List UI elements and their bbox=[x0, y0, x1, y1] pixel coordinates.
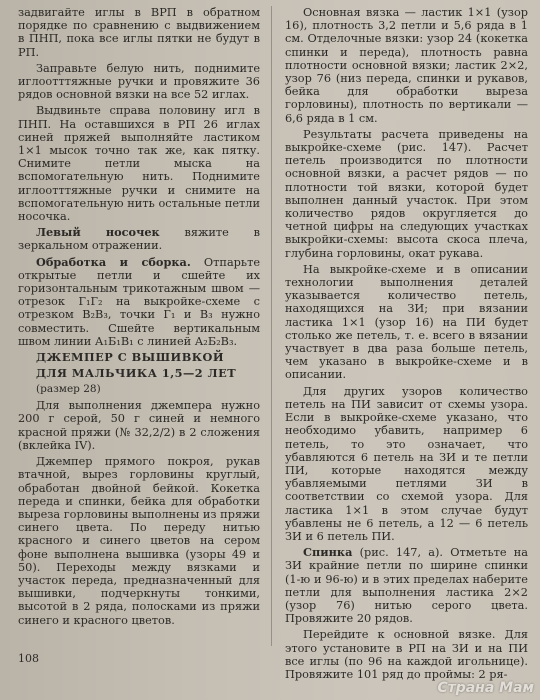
paragraph: Основная вязка — ластик 1×1 (узор 16), плотность 3,2 петли и 5,6 ряда в 1 см. Отделочные вязки: узор 24 (кокетка спинки и переда), плотность равна плотности основной вязки; ластик 2×2, узор 76 (низ переда, спинки и рукавов, бейка для обработки выреза горловины), плотность по вертикали — 6,6 ряда в 1 см. bbox=[285, 6, 528, 125]
paragraph: На выкройке-схеме и в описании технологии выполнения деталей указывается количество петель, находящихся на ЗИ; при вязании ластика 1×1 (узор 16) на ПИ будет столько же петель, т. е. всего в вязании участвует в два раза больше петель, чем указано в выкройке-схеме и в описании. bbox=[285, 262, 528, 382]
watermark: Страна Мам bbox=[437, 680, 534, 696]
right-column bbox=[285, 6, 528, 684]
paragraph: Спинка (рис. 147, а). Отметьте на ЗИ крайние петли по ширине спинки (1-ю и 96-ю) и в этих пределах наберите петли для выполнения ластика 2×2 (узор 76) нитью серого цвета. Провяжите 20 рядов. bbox=[285, 545, 529, 626]
paragraph: Левый носочек вяжите в зеркальном отражении. bbox=[18, 225, 260, 253]
subheading: Левый носочек bbox=[36, 225, 160, 240]
paragraph: Перейдите к основной вязке. Для этого установите в РП на ЗИ и на ПИ все иглы (по 96 на каждой игольнице). Провяжите 101 ряд до проймы: 2 ря- bbox=[285, 628, 528, 681]
section-title-line2: ДЛЯ МАЛЬЧИКА 1,5—2 ЛЕТ bbox=[36, 366, 237, 381]
column-divider bbox=[271, 6, 272, 646]
paragraph: Для других узоров количество петель на ПИ зависит от схемы узора. Если в выкройке-схеме указано, что необходимо убавить, например 6 петель, то это означает, что убавляются 6 петель на ЗИ и те петли ПИ, которые находятся между убавляемыми петлями ЗИ в соответствии со схемой узора. Для ластика 1×1 в этом случае будут убавлены не 6 петель, а 12 — 6 петель ЗИ и 6 петель ПИ. bbox=[285, 384, 528, 543]
size-note: (размер 28) bbox=[36, 383, 101, 396]
paragraph: Джемпер прямого покроя, рукав втачной, вырез горловины круглый, обработан двойной бейкой. Кокетка переда и спинки, бейка для обработки выреза горловины выполнены из пряжи синего цвета. По переду нитью красного и синего цветов на сером фоне выполнена вышивка (узоры 49 и 50). Переходы между вязками и участок переда, предназначенный для вышивки, подчеркнуты тонкими, высотой в 2 ряда, полосками из пряжи синего и красного цветов. bbox=[18, 455, 260, 627]
paragraph: Выдвиньте справа половину игл в ПНП. На оставшихся в РП 26 иглах синей пряжей выполняйте ластиком 1×1 мысок точно так же, как пятку. Снимите петли мыска на вспомогательную нить. Поднимите иглоотттяжные ручки и снимите на вспомогательную нить остальные петли носочка. bbox=[18, 104, 260, 224]
page-number: 108 bbox=[18, 652, 39, 665]
paragraph: задвигайте иглы в ВРП в обратном порядке по сравнению с выдвижением в ПНП, пока все иглы пятки не будут в РП. bbox=[18, 6, 260, 59]
subheading: Спинка bbox=[303, 545, 353, 560]
subheading: Обработка и сборка. bbox=[36, 254, 191, 269]
paragraph: Для выполнения джемпера нужно 200 г серой, 50 г синей и немного красной пряжи (№ 32,2/2) в 2 сложения (вклейка IV). bbox=[18, 399, 260, 452]
paragraph: Обработка и сборка. Отпарьте открытые петли и сшейте их горизонтальным трикотажным швом — отрезок Г₁Г₂ на выкройке-схеме с отрезком В₂В₃, точки Г₁ и В₃ нужно совместить. Сшейте вертикальным швом линии А₁Б₁В₁ с линией А₂Б₂В₃. bbox=[18, 254, 260, 348]
paragraph: Результаты расчета приведены на выкройке-схеме (рис. 147). Расчет петель производится по плотности основной вязки, а расчет рядов — по плотности той вязки, которой будет выполнен данный участок. При этом количество рядов округляется до четной цифры на следующих участках выкройки-схемы: высота скоса плеча, глубина горловины, окат рукава. bbox=[285, 127, 528, 260]
left-column bbox=[18, 6, 260, 630]
section-title: ДЖЕМПЕР С ВЫШИВКОЙ bbox=[36, 350, 225, 365]
paragraph: Заправьте белую нить, поднимите иглоотттяжные ручки и провяжите 36 рядов основной вязки на все 52 иглах. bbox=[18, 61, 260, 102]
